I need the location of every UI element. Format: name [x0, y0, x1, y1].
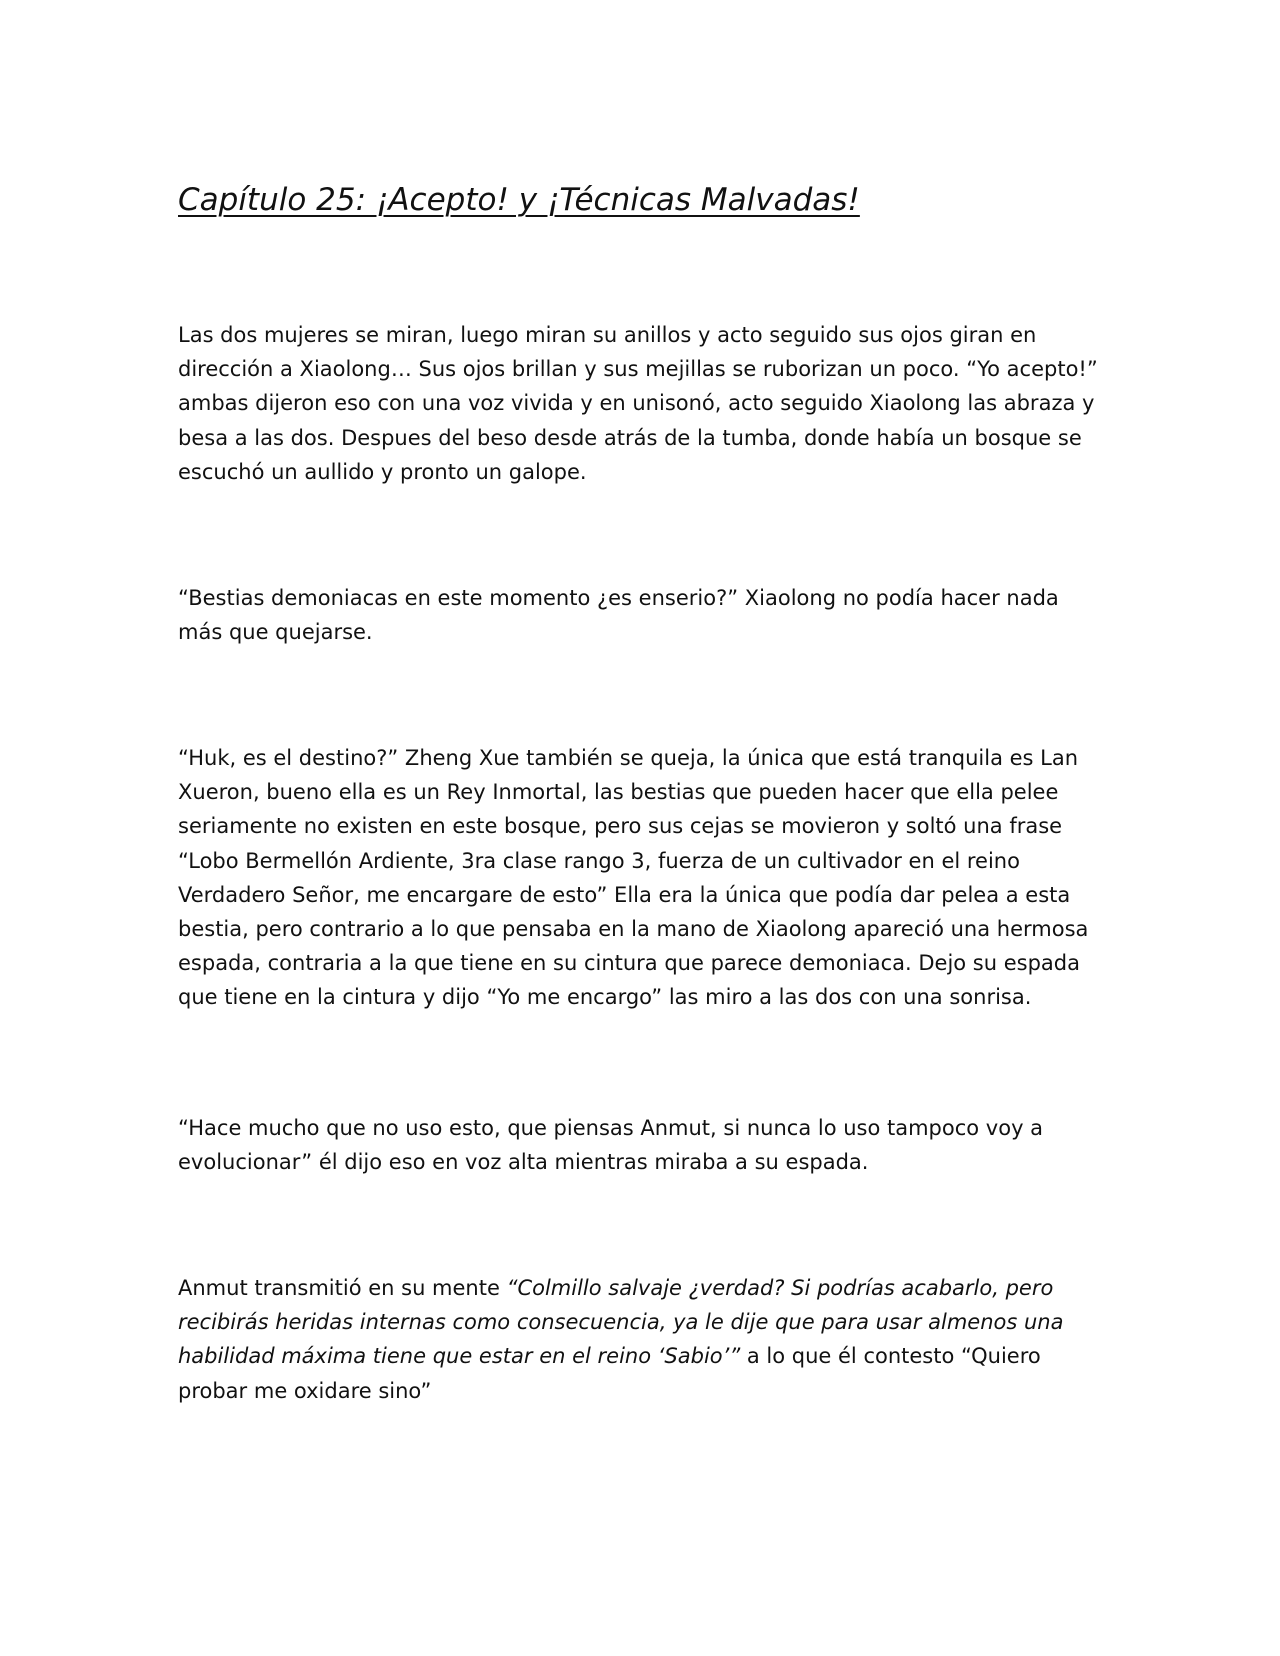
- paragraph-1: Las dos mujeres se miran, luego miran su anillos y acto seguido sus ojos giran en dirección a Xiaolong… Sus ojos brillan y sus mejillas se ruborizan un poco. “Yo acepto!” ambas dijeron eso con una voz vivida y en unisonó, acto seguido Xiaolong las abraza y besa a las dos. Despues del beso desde atrás de la tumba, donde había un bosque se escuchó un aullido y pronto un galope.: [178, 323, 1098, 484]
- paragraph-5-italic-thought: “Colmillo salvaje ¿verdad? Si podrías acabarlo, pero recibirás heridas internas como consecuencia, ya le dije que para usar almenos una habilidad máxima tiene que estar en el reino ‘Sabio’”: [178, 1276, 1064, 1369]
- paragraph-5-lead: Anmut transmitió en su mente: [178, 1276, 507, 1300]
- chapter-title: Capítulo 25: ¡Acepto! y ¡Técnicas Malvadas!: [178, 182, 860, 218]
- paragraph-5: [178, 1271, 1098, 1408]
- paragraph-4: “Hace mucho que no uso esto, que piensas Anmut, si nunca lo uso tampoco voy a evolucionar” él dijo eso en voz alta mientras miraba a su espada.: [178, 1116, 1044, 1175]
- paragraph-3: “Huk, es el destino?” Zheng Xue también se queja, la única que está tranquila es Lan Xueron, bueno ella es un Rey Inmortal, las bestias que pueden hacer que ella pelee seriamente no existen en este bosque, pero sus cejas se movieron y soltó una frase “Lobo Bermellón Ardiente, 3ra clase rango 3, fuerza de un cultivador en el reino Verdadero Señor, me encargare de esto” Ella era la única que podía dar pelea a esta bestia, pero contrario a lo que pensaba en la mano de Xiaolong apareció una hermosa espada, contraria a la que tiene en su cintura que parece demoniaca. Dejo su espada que tiene en la cintura y dijo “Yo me encargo” las miro a las dos con una sonrisa.: [178, 746, 1089, 1010]
- paragraph-2: “Bestias demoniacas en este momento ¿es enserio?” Xiaolong no podía hacer nada más que quejarse.: [178, 586, 1059, 645]
- paragraph-5-tail: a lo que él contesto “Quiero probar me oxidare sino”: [178, 1344, 1041, 1403]
